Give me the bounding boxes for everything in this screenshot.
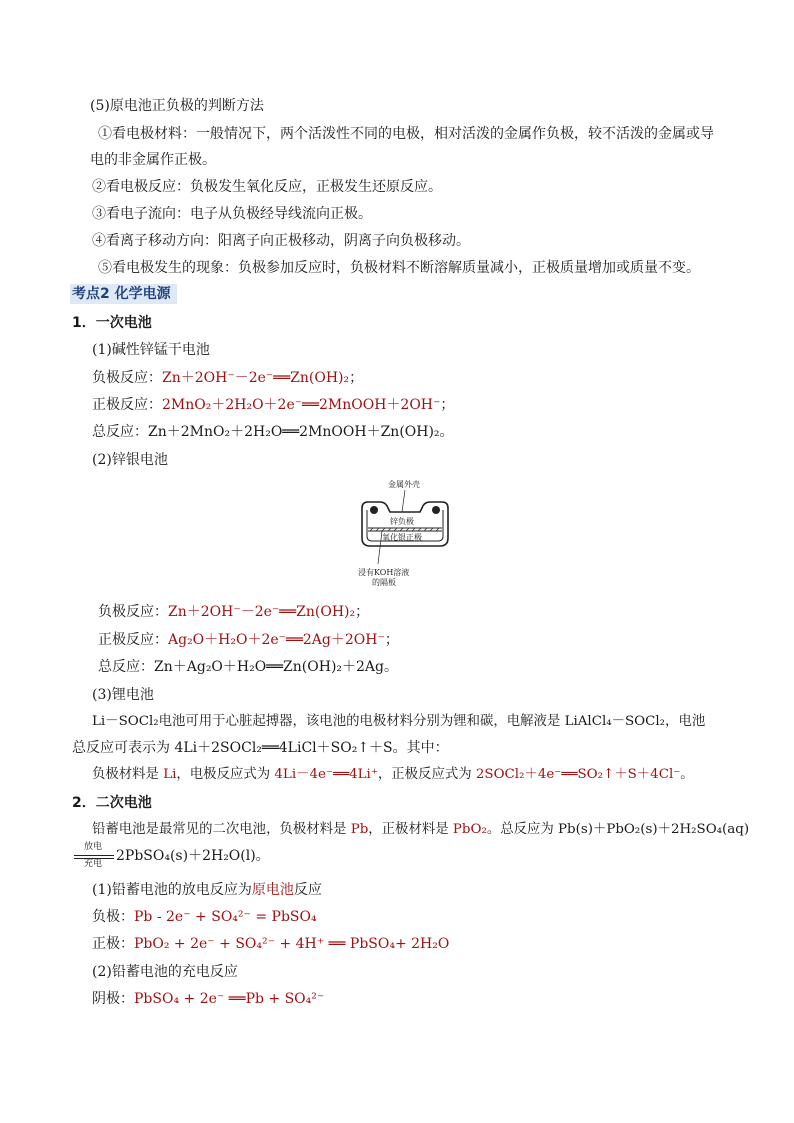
equation-line [98, 630, 399, 650]
heading-secondary-battery: 2．二次电池 [72, 795, 152, 811]
text-run: 铅蓄电池是最常见的二次电池，负极材料是 [92, 822, 351, 837]
section-tag-chemical-power: 考点2 化学电源 [70, 284, 177, 304]
punctuation: ； [349, 370, 364, 386]
arrow-label-charge: 充电 [84, 859, 103, 869]
label-separator-line2: 的隔板 [372, 578, 396, 587]
equation-label: 阴极： [92, 991, 134, 1007]
paragraph-line: ③看电子流向：电子从负极经导线流向正极。 [92, 206, 372, 222]
equation: Pb - 2e⁻ + SO₄²⁻ = PbSO₄ [134, 909, 317, 925]
subsection-title [92, 880, 322, 900]
equation-label: 负极反应： [92, 370, 162, 386]
subsection-title-electrode-judgement: (5)原电池正负极的判断方法 [90, 98, 264, 114]
text-run: 负极材料是 [92, 767, 164, 782]
equation: 2MnO₂＋2H₂O＋2e⁻══2MnOOH＋2OH⁻ [162, 397, 441, 413]
answer-text: 4Li－4e⁻══4Li⁺ [274, 767, 378, 782]
answer-text: 2SOCl₂＋4e⁻══SO₂↑＋S＋4Cl⁻ [475, 767, 681, 782]
equation-line [92, 907, 317, 927]
text-run: 。 [680, 767, 694, 782]
equation-line [92, 368, 363, 388]
paragraph-line: ②看电极反应：负极发生氧化反应，正极发生还原反应。 [92, 179, 442, 195]
paragraph-line [92, 765, 694, 785]
subsection-title: (3)锂电池 [92, 687, 154, 703]
text-run: (1)铅蓄电池的放电反应为 [92, 882, 252, 898]
punctuation: ； [384, 632, 399, 648]
equation: Ag₂O＋H₂O＋2e⁻══2Ag＋2OH⁻ [168, 632, 385, 648]
text-run: 反应 [293, 882, 322, 898]
label-zinc-negative: 锌负极 [390, 517, 414, 526]
equation-line [98, 602, 369, 622]
equation-line [92, 989, 324, 1009]
equation-label: 负极： [92, 909, 134, 925]
text-run: 。总反应为 Pb(s)＋PbO₂(s)＋2H₂SO₄(aq) [486, 822, 750, 837]
answer-text: Pb [350, 822, 369, 837]
equation-line: 总反应：Zn＋2MnO₂＋2H₂O══2MnOOH＋Zn(OH)₂。 [92, 424, 454, 440]
text-run: ，正极反应式为 [377, 767, 476, 782]
label-separator-line1: 浸有KOH溶液 [358, 568, 410, 577]
arrow-line [74, 855, 114, 856]
equation: PbSO₄ + 2e⁻ ══Pb + SO₄²⁻ [134, 991, 325, 1007]
heading-primary-battery: 1．一次电池 [72, 315, 152, 331]
label-silver-oxide-positive: 氧化银正极 [382, 533, 422, 542]
punctuation: ； [355, 604, 370, 620]
equation-label: 正极： [92, 936, 134, 952]
text-run: 2PbSO₄(s)＋2H₂O(l)。 [116, 848, 270, 864]
paragraph-line: ⑤看电极发生的现象：负极参加反应时，负极材料不断溶解质量减小，正极质量增加或质量不变。 [98, 260, 700, 276]
punctuation: ； [440, 397, 455, 413]
equation-label: 正极反应： [92, 397, 162, 413]
zinc-silver-battery-figure [350, 476, 460, 594]
equation: Zn＋2OH⁻－2e⁻══Zn(OH)₂ [168, 604, 356, 620]
answer-text: 原电池 [251, 882, 294, 898]
paragraph-line: 电的非金属作正极。 [90, 152, 216, 168]
equation-line [92, 395, 454, 415]
arrow-label-discharge: 放电 [84, 842, 103, 852]
answer-text: PbO₂ [452, 822, 487, 837]
equation: Zn＋2OH⁻－2e⁻══Zn(OH)₂ [162, 370, 350, 386]
answer-text: Li [163, 767, 177, 782]
equation-line: 总反应：Zn＋Ag₂O＋H₂O══Zn(OH)₂＋2Ag。 [98, 659, 399, 675]
equation-line [92, 934, 449, 954]
label-metal-shell: 金属外壳 [388, 480, 420, 489]
subsection-title: (2)锌银电池 [92, 452, 168, 468]
subsection-title: (2)铅蓄电池的充电反应 [92, 964, 238, 980]
paragraph-line: 总反应可表示为 4Li＋2SOCl₂══4LiCl＋SO₂↑＋S。其中： [72, 740, 449, 756]
text-run: ，电极反应式为 [176, 767, 275, 782]
reversible-arrow [72, 842, 116, 869]
paragraph-line: ①看电极材料：一般情况下，两个活泼性不同的电极，相对活泼的金属作负极，较不活泼的金属或导 [98, 126, 714, 142]
paragraph-line: Li－SOCl₂电池可用于心脏起搏器，该电池的电极材料分别为锂和碳，电解液是 LiAlCl₄－SOCl₂，电池 [92, 714, 706, 729]
paragraph-line [92, 820, 749, 840]
equation-label: 负极反应： [98, 604, 168, 620]
subsection-title: (1)碱性锌锰干电池 [92, 342, 210, 358]
text-run: ，正极材料是 [368, 822, 453, 837]
equation-line [72, 842, 270, 869]
paragraph-line: ④看离子移动方向：阳离子向正极移动，阴离子向负极移动。 [92, 233, 470, 249]
equation: PbO₂ + 2e⁻ + SO₄²⁻ + 4H⁺ ══ PbSO₄+ 2H₂O [134, 936, 450, 952]
equation-label: 正极反应： [98, 632, 168, 648]
